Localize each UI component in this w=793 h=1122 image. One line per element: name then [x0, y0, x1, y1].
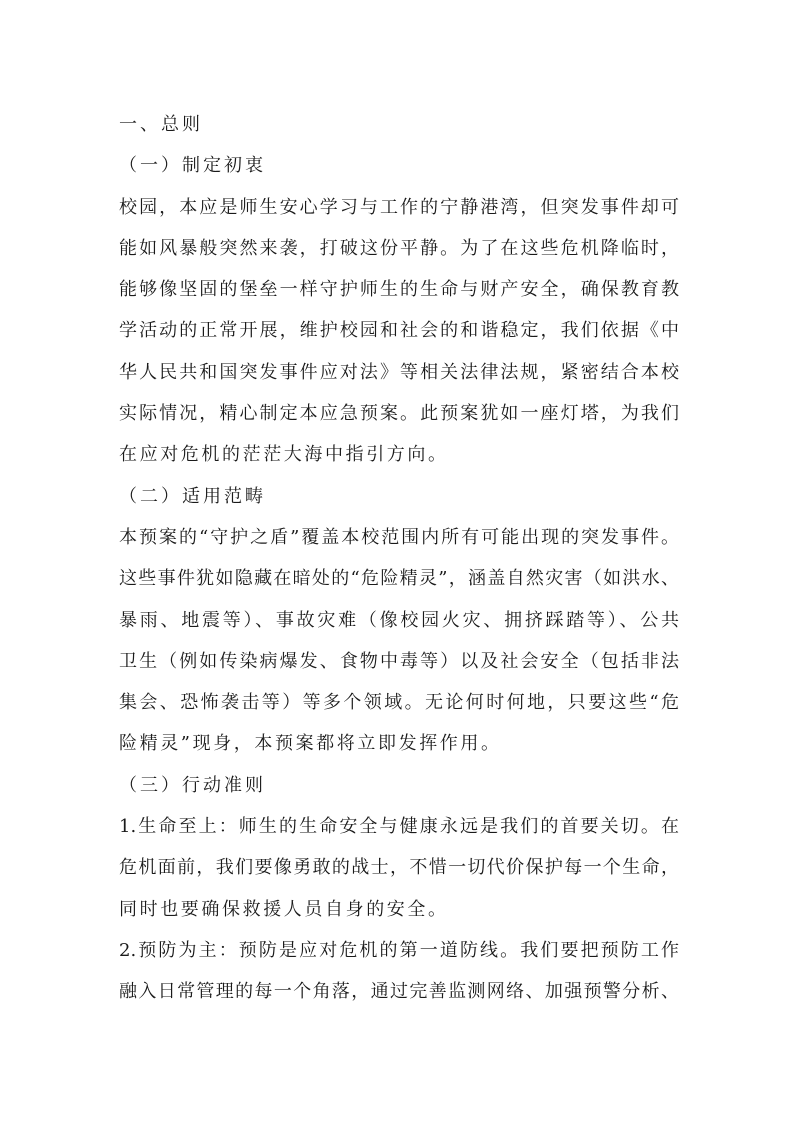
paragraph-line: 实际情况，精心制定本应急预案。此预案犹如一座灯塔，为我们: [119, 403, 679, 425]
paragraph-line: 校园，本应是师生安心学习与工作的宁静港湾，但突发事件却可: [119, 196, 679, 218]
paragraph-line: 本预案的“守护之盾”覆盖本校范围内所有可能出现的突发事件。: [119, 526, 679, 548]
paragraph-line: 学活动的正常开展，维护校园和社会的和谐稳定，我们依据《中: [119, 320, 679, 342]
section-title: 一、总则: [119, 114, 203, 135]
paragraph-line: 这些事件犹如隐藏在暗处的“危险精灵”，涵盖自然灾害（如洪水、: [119, 568, 679, 590]
paragraph-line: 在应对危机的茫茫大海中指引方向。: [119, 444, 449, 466]
paragraph-line: 2.预防为主：预防是应对危机的第一道防线。我们要把预防工作: [119, 939, 679, 961]
paragraph-line: 卫生（例如传染病爆发、食物中毒等）以及社会安全（包括非法: [119, 650, 679, 672]
document-page: [119, 104, 679, 1013]
subsection-heading-1: （一）制定初衷: [119, 155, 266, 177]
paragraph-line: 融入日常管理的每一个角落，通过完善监测网络、加强预警分析、: [119, 981, 679, 1003]
subsection-heading-3: （三）行动准则: [119, 774, 266, 796]
paragraph-line: 能如风暴般突然来袭，打破这份平静。为了在这些危机降临时，: [119, 237, 679, 259]
paragraph-line: 能够像坚固的堡垒一样守护师生的生命与财产安全，确保教育教: [119, 279, 679, 301]
paragraph-line: 暴雨、地震等）、事故灾难（像校园火灾、拥挤踩踏等）、公共: [119, 609, 679, 631]
paragraph-line: 1.生命至上：师生的生命安全与健康永远是我们的首要关切。在: [119, 816, 679, 838]
subsection-heading-2: （二）适用范畴: [119, 485, 266, 507]
paragraph-line: 华人民共和国突发事件应对法》等相关法律法规，紧密结合本校: [119, 361, 679, 383]
paragraph-line: 险精灵”现身，本预案都将立即发挥作用。: [119, 733, 502, 755]
paragraph-line: 集会、恐怖袭击等）等多个领域。无论何时何地，只要这些“危: [119, 692, 679, 714]
paragraph-line: 危机面前，我们要像勇敢的战士，不惜一切代价保护每一个生命，: [119, 857, 679, 879]
paragraph-line: 同时也要确保救援人员自身的安全。: [119, 898, 449, 920]
